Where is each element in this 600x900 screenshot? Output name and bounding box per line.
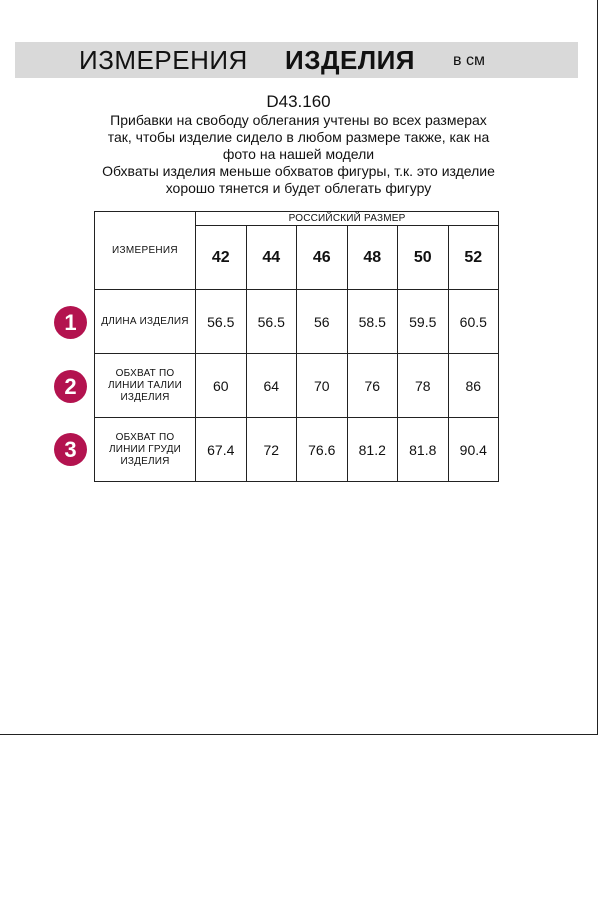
size-table xyxy=(94,211,499,482)
row-label-line: ДЛИНА ИЗДЕЛИЯ xyxy=(101,315,189,327)
row-label-line: ОБХВАТ ПО xyxy=(115,367,175,379)
table-cell: 81.2 xyxy=(347,418,398,482)
fit-note xyxy=(0,112,597,163)
row-badge-1: 1 xyxy=(54,306,87,339)
table-cell: 56 xyxy=(297,290,348,354)
size-header: 50 xyxy=(398,226,449,290)
table-row xyxy=(95,290,499,354)
fit-note-line: фото на нашей модели xyxy=(222,146,375,162)
row-badge-2: 2 xyxy=(54,370,87,403)
table-cell: 90.4 xyxy=(448,418,499,482)
product-code: D43.160 xyxy=(266,92,331,111)
fit-note-line: так, чтобы изделие сидело в любом размере также, как на xyxy=(107,129,490,145)
fit-note-line: Прибавки на свободу облегания учтены во всех размерах xyxy=(110,112,487,128)
row-label-line: ОБХВАТ ПО xyxy=(115,431,175,443)
stretch-note xyxy=(0,163,597,197)
size-header: 46 xyxy=(297,226,348,290)
size-header: 44 xyxy=(246,226,297,290)
table-cell: 76.6 xyxy=(297,418,348,482)
table-cell: 78 xyxy=(398,354,449,418)
row-label xyxy=(95,354,196,418)
table-row xyxy=(95,418,499,482)
table-cell: 70 xyxy=(297,354,348,418)
row-badge-3: 3 xyxy=(54,433,87,466)
size-header: 48 xyxy=(347,226,398,290)
size-header: 52 xyxy=(448,226,499,290)
corner-header: ИЗМЕРЕНИЯ xyxy=(95,212,196,290)
row-label xyxy=(95,418,196,482)
title-measurements: ИЗМЕРЕНИЯ xyxy=(79,45,248,75)
table-cell: 67.4 xyxy=(196,418,247,482)
size-header: 42 xyxy=(196,226,247,290)
table-cell: 58.5 xyxy=(347,290,398,354)
table-row xyxy=(95,354,499,418)
table-cell: 86 xyxy=(448,354,499,418)
table-cell: 72 xyxy=(246,418,297,482)
table-cell: 56.5 xyxy=(246,290,297,354)
row-label-line: ЛИНИИ ГРУДИ xyxy=(108,443,182,455)
row-label-line: ИЗДЕЛИЯ xyxy=(120,455,170,467)
table-cell: 76 xyxy=(347,354,398,418)
row-label-line: ИЗДЕЛИЯ xyxy=(120,391,170,403)
title-garment: ИЗДЕЛИЯ xyxy=(285,45,415,75)
table-cell: 59.5 xyxy=(398,290,449,354)
stretch-note-line: хорошо тянется и будет облегать фигуру xyxy=(165,180,432,196)
table-cell: 81.8 xyxy=(398,418,449,482)
size-group-header: РОССИЙСКИЙ РАЗМЕР xyxy=(196,212,499,226)
stretch-note-line: Обхваты изделия меньше обхватов фигуры, т.к. это изделие xyxy=(102,163,495,179)
table-cell: 64 xyxy=(246,354,297,418)
table-cell: 60 xyxy=(196,354,247,418)
table-cell: 56.5 xyxy=(196,290,247,354)
title-unit: в см xyxy=(453,52,485,69)
title-bar xyxy=(15,42,578,78)
table-cell: 60.5 xyxy=(448,290,499,354)
row-label-line: ЛИНИИ ТАЛИИ xyxy=(108,379,182,391)
row-label xyxy=(95,290,196,354)
